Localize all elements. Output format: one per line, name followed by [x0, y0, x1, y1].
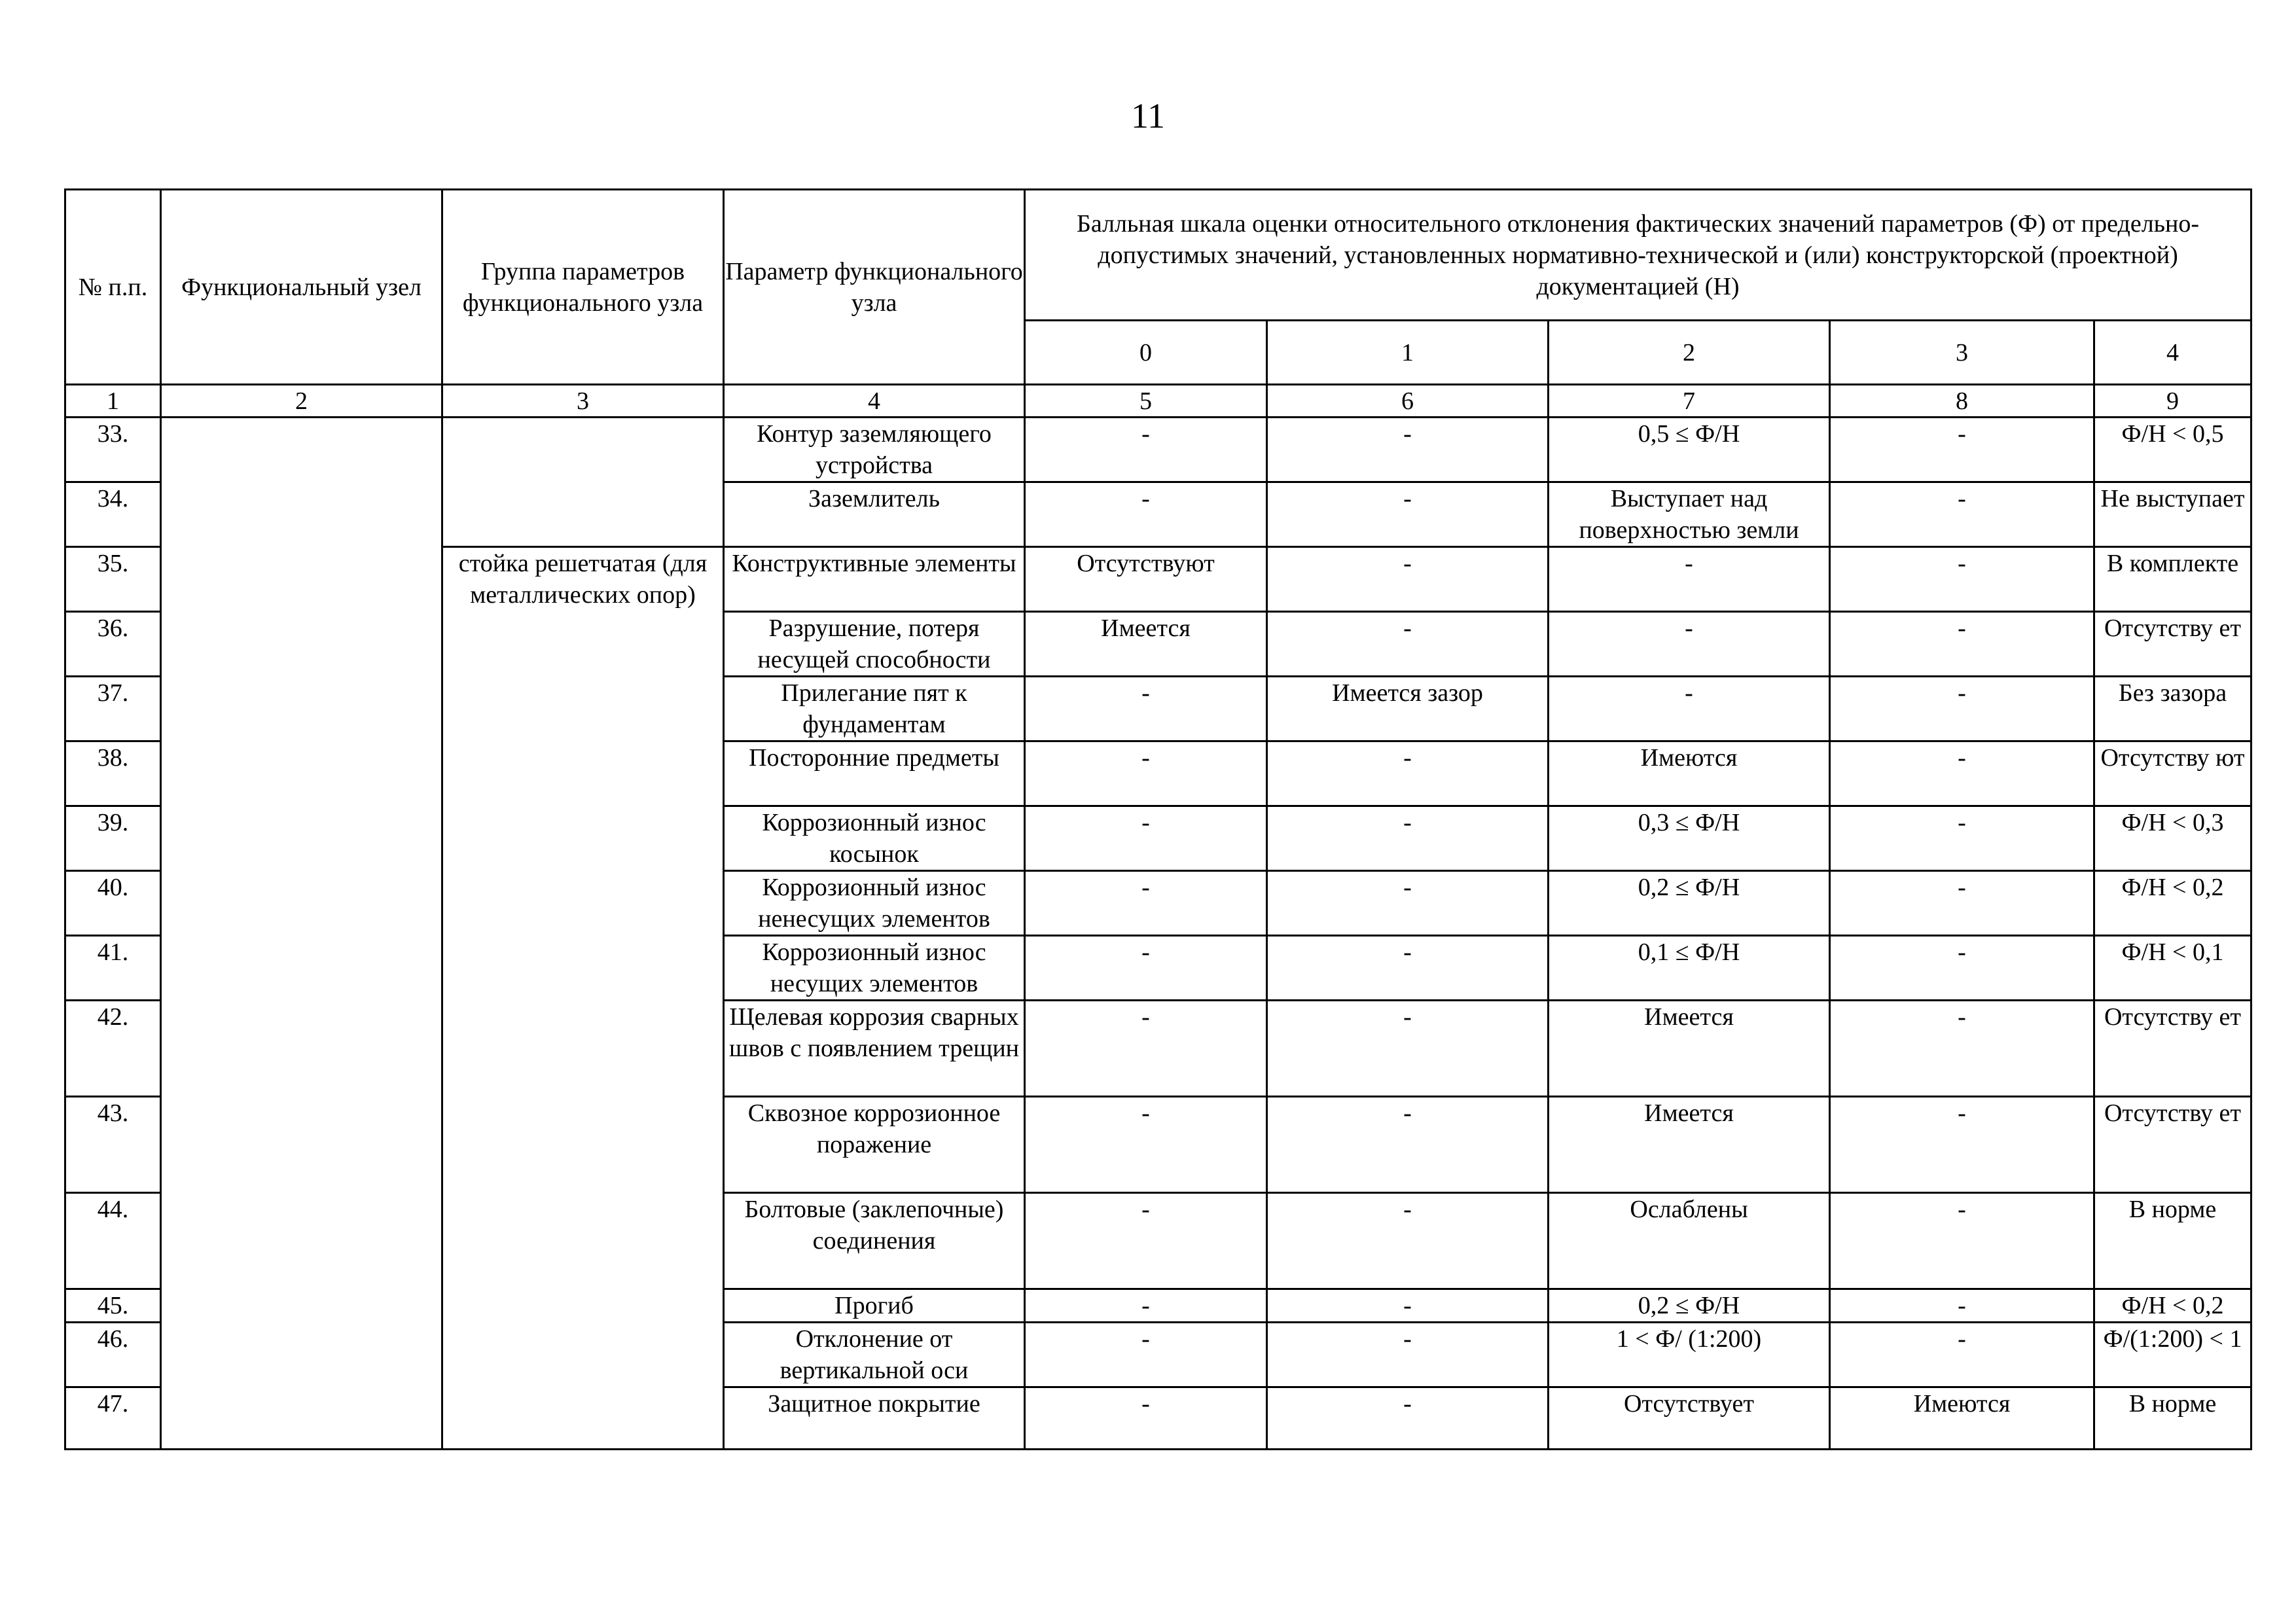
row-number: 47.: [65, 1387, 161, 1450]
header-score-scale: Балльная шкала оценки относительного отклонения фактических значений параметров (Ф) от предельно-допустимых значений, установленных нормативно-технической и (или) конструкторской (проектной) документацией (Н): [1025, 190, 2251, 321]
score-3-cell: -: [1830, 677, 2094, 741]
parameter-group-cell: стойка решетчатая (для металлических опор): [442, 547, 724, 1450]
header-score-4: 4: [2094, 321, 2251, 385]
row-number: 40.: [65, 871, 161, 936]
row-number: 41.: [65, 936, 161, 1001]
score-3-cell: -: [1830, 741, 2094, 806]
score-1-cell: -: [1267, 482, 1549, 547]
score-1-cell: -: [1267, 741, 1549, 806]
score-2-cell: Выступает над поверхностью земли: [1549, 482, 1830, 547]
score-2-cell: Имеется: [1549, 1001, 1830, 1097]
page-number: 11: [1131, 96, 1165, 135]
score-4-cell: Не выступает: [2094, 482, 2251, 547]
score-1-cell: -: [1267, 806, 1549, 871]
score-3-cell: -: [1830, 1097, 2094, 1193]
score-0-cell: -: [1025, 1001, 1267, 1097]
score-3-cell: -: [1830, 1193, 2094, 1289]
score-1-cell: -: [1267, 1289, 1549, 1323]
parameter-cell: Разрушение, потеря несущей способности: [724, 612, 1025, 677]
score-2-cell: 1 < Ф/ (1:200): [1549, 1323, 1830, 1387]
score-1-cell: -: [1267, 612, 1549, 677]
parameter-cell: Коррозионный износ несущих элементов: [724, 936, 1025, 1001]
header-num: № п.п.: [65, 190, 161, 385]
header-parameter: Параметр функционального узла: [724, 190, 1025, 385]
score-0-cell: -: [1025, 1289, 1267, 1323]
score-4-cell: Отсутству ют: [2094, 741, 2251, 806]
column-number: 3: [442, 385, 724, 418]
row-number: 44.: [65, 1193, 161, 1289]
score-2-cell: 0,2 ≤ Ф/Н: [1549, 1289, 1830, 1323]
score-2-cell: Имеются: [1549, 741, 1830, 806]
score-2-cell: -: [1549, 677, 1830, 741]
column-number: 4: [724, 385, 1025, 418]
score-1-cell: -: [1267, 1323, 1549, 1387]
header-score-0: 0: [1025, 321, 1267, 385]
row-number: 38.: [65, 741, 161, 806]
score-0-cell: -: [1025, 1193, 1267, 1289]
score-4-cell: Ф/Н < 0,2: [2094, 871, 2251, 936]
score-0-cell: -: [1025, 871, 1267, 936]
parameter-cell: Конструктивные элементы: [724, 547, 1025, 612]
score-3-cell: -: [1830, 482, 2094, 547]
score-4-cell: Ф/Н < 0,1: [2094, 936, 2251, 1001]
score-0-cell: -: [1025, 482, 1267, 547]
score-4-cell: Отсутству ет: [2094, 612, 2251, 677]
score-4-cell: В норме: [2094, 1193, 2251, 1289]
score-0-cell: -: [1025, 1097, 1267, 1193]
score-1-cell: -: [1267, 871, 1549, 936]
row-number: 46.: [65, 1323, 161, 1387]
score-0-cell: -: [1025, 741, 1267, 806]
score-0-cell: -: [1025, 418, 1267, 482]
score-1-cell: -: [1267, 1001, 1549, 1097]
score-4-cell: В норме: [2094, 1387, 2251, 1450]
parameter-cell: Коррозионный износ косынок: [724, 806, 1025, 871]
parameter-cell: Сквозное коррозионное поражение: [724, 1097, 1025, 1193]
parameter-cell: Прогиб: [724, 1289, 1025, 1323]
score-4-cell: Ф/Н < 0,2: [2094, 1289, 2251, 1323]
score-0-cell: Отсутствуют: [1025, 547, 1267, 612]
evaluation-table: [64, 188, 2252, 1450]
score-0-cell: Имеется: [1025, 612, 1267, 677]
score-3-cell: -: [1830, 936, 2094, 1001]
score-2-cell: 0,2 ≤ Ф/Н: [1549, 871, 1830, 936]
parameter-cell: Отклонение от вертикальной оси: [724, 1323, 1025, 1387]
row-number: 37.: [65, 677, 161, 741]
score-4-cell: Ф/Н < 0,3: [2094, 806, 2251, 871]
table-row: [65, 418, 2251, 482]
score-2-cell: Отсутствует: [1549, 1387, 1830, 1450]
parameter-cell: Щелевая коррозия сварных швов с появлением трещин: [724, 1001, 1025, 1097]
score-0-cell: -: [1025, 806, 1267, 871]
parameter-cell: Коррозионный износ ненесущих элементов: [724, 871, 1025, 936]
column-number: 9: [2094, 385, 2251, 418]
column-number: 8: [1830, 385, 2094, 418]
score-2-cell: 0,1 ≤ Ф/Н: [1549, 936, 1830, 1001]
row-number: 34.: [65, 482, 161, 547]
score-2-cell: Имеется: [1549, 1097, 1830, 1193]
score-3-cell: -: [1830, 418, 2094, 482]
header-score-2: 2: [1549, 321, 1830, 385]
column-number: 6: [1267, 385, 1549, 418]
score-2-cell: 0,5 ≤ Ф/Н: [1549, 418, 1830, 482]
score-4-cell: Отсутству ет: [2094, 1097, 2251, 1193]
row-number: 36.: [65, 612, 161, 677]
score-4-cell: Ф/(1:200) < 1: [2094, 1323, 2251, 1387]
score-0-cell: -: [1025, 677, 1267, 741]
score-2-cell: Ослаблены: [1549, 1193, 1830, 1289]
score-3-cell: -: [1830, 547, 2094, 612]
score-0-cell: -: [1025, 936, 1267, 1001]
score-1-cell: -: [1267, 547, 1549, 612]
row-number: 42.: [65, 1001, 161, 1097]
score-1-cell: -: [1267, 418, 1549, 482]
score-3-cell: -: [1830, 1323, 2094, 1387]
column-number: 5: [1025, 385, 1267, 418]
column-number: 7: [1549, 385, 1830, 418]
score-1-cell: -: [1267, 1193, 1549, 1289]
score-1-cell: -: [1267, 936, 1549, 1001]
group-cell-empty: [442, 418, 724, 547]
row-number: 43.: [65, 1097, 161, 1193]
row-number: 35.: [65, 547, 161, 612]
header-score-3: 3: [1830, 321, 2094, 385]
parameter-cell: Посторонние предметы: [724, 741, 1025, 806]
row-number: 45.: [65, 1289, 161, 1323]
score-2-cell: -: [1549, 547, 1830, 612]
header-parameter-group: Группа параметров функционального узла: [442, 190, 724, 385]
score-4-cell: В комплекте: [2094, 547, 2251, 612]
parameter-cell: Контур заземляющего устройства: [724, 418, 1025, 482]
score-2-cell: 0,3 ≤ Ф/Н: [1549, 806, 1830, 871]
score-1-cell: -: [1267, 1387, 1549, 1450]
score-3-cell: -: [1830, 1289, 2094, 1323]
score-1-cell: -: [1267, 1097, 1549, 1193]
column-number: 1: [65, 385, 161, 418]
score-3-cell: -: [1830, 612, 2094, 677]
score-3-cell: Имеются: [1830, 1387, 2094, 1450]
header-functional-node: Функциональный узел: [161, 190, 442, 385]
score-4-cell: Отсутству ет: [2094, 1001, 2251, 1097]
row-number: 39.: [65, 806, 161, 871]
score-2-cell: -: [1549, 612, 1830, 677]
header-score-1: 1: [1267, 321, 1549, 385]
parameter-cell: Заземлитель: [724, 482, 1025, 547]
score-0-cell: -: [1025, 1323, 1267, 1387]
parameter-cell: Болтовые (заклепочные) соединения: [724, 1193, 1025, 1289]
score-4-cell: Без зазора: [2094, 677, 2251, 741]
score-4-cell: Ф/Н < 0,5: [2094, 418, 2251, 482]
score-1-cell: Имеется зазор: [1267, 677, 1549, 741]
column-number: 2: [161, 385, 442, 418]
score-0-cell: -: [1025, 1387, 1267, 1450]
score-3-cell: -: [1830, 806, 2094, 871]
score-3-cell: -: [1830, 871, 2094, 936]
functional-node-cell: [161, 418, 442, 1450]
parameter-cell: Прилегание пят к фундаментам: [724, 677, 1025, 741]
score-3-cell: -: [1830, 1001, 2094, 1097]
row-number: 33.: [65, 418, 161, 482]
parameter-cell: Защитное покрытие: [724, 1387, 1025, 1450]
